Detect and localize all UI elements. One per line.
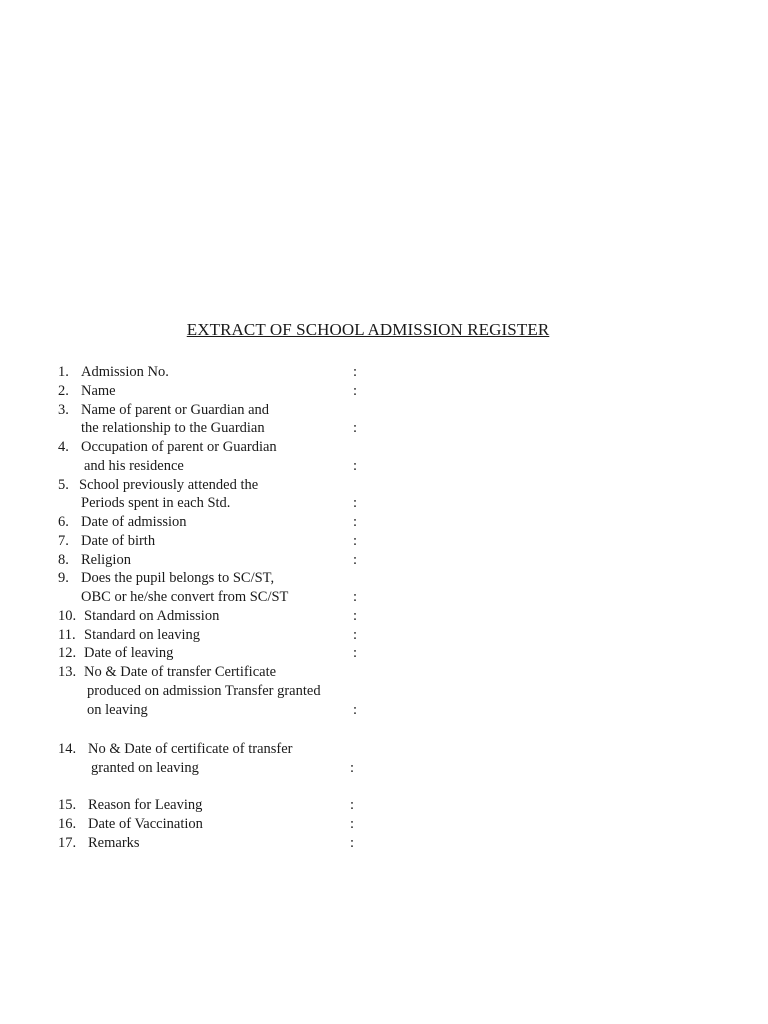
- field-label: Occupation of parent or Guardian: [81, 439, 277, 455]
- field-label: OBC or he/she convert from SC/ST: [81, 589, 289, 605]
- field-line: [0, 457, 768, 476]
- field-line: [0, 759, 768, 778]
- field-line: [0, 663, 768, 682]
- field-label: produced on admission Transfer granted: [87, 682, 321, 699]
- field-line: [0, 701, 768, 720]
- field-number: 11.: [58, 626, 76, 643]
- field-number: 4.: [58, 439, 69, 455]
- field-number: 13.: [58, 664, 77, 680]
- field-label: Periods spent in each Std.: [81, 495, 231, 512]
- field-number: 10.: [58, 607, 77, 624]
- field-line: [0, 626, 768, 645]
- field-label: Standard on Admission: [84, 607, 220, 624]
- field-label: No & Date of transfer Certificate: [84, 664, 277, 680]
- field-line: [0, 815, 768, 834]
- field-separator-colon: :: [353, 514, 358, 530]
- field-separator-colon: :: [353, 551, 358, 568]
- field-line: [0, 682, 768, 701]
- field-separator-colon: :: [353, 626, 358, 643]
- field-separator-colon: :: [353, 364, 358, 380]
- field-number: 14.: [58, 741, 77, 757]
- field-line: [0, 588, 768, 607]
- field-line: [0, 644, 768, 663]
- field-number: 5.: [58, 476, 69, 493]
- field-line: [0, 532, 768, 551]
- field-line: [0, 834, 768, 853]
- field-line: [0, 363, 768, 382]
- field-separator-colon: :: [353, 382, 358, 399]
- field-separator-colon: :: [350, 834, 355, 851]
- field-separator-colon: :: [350, 797, 355, 814]
- field-number: 17.: [58, 834, 77, 851]
- field-separator-colon: :: [353, 532, 358, 549]
- field-number: 15.: [58, 797, 77, 814]
- field-label: on leaving: [87, 701, 148, 718]
- field-number: 1.: [58, 364, 69, 380]
- field-label: Reason for Leaving: [88, 797, 203, 814]
- field-number: 7.: [58, 532, 69, 549]
- field-label: No & Date of certificate of transfer: [88, 741, 293, 757]
- field-line: [0, 551, 768, 570]
- field-label: Date of admission: [81, 514, 187, 530]
- field-label: the relationship to the Guardian: [81, 420, 265, 437]
- field-separator-colon: :: [353, 701, 358, 718]
- field-separator-colon: :: [353, 495, 358, 512]
- field-number: 3.: [58, 401, 69, 418]
- field-number: 8.: [58, 551, 69, 568]
- field-label: Name of parent or Guardian and: [81, 401, 270, 418]
- field-number: 16.: [58, 816, 77, 832]
- field-number: 6.: [58, 514, 69, 530]
- field-label: Name: [81, 382, 116, 399]
- field-line: [0, 569, 768, 588]
- field-label: Religion: [81, 551, 131, 568]
- field-label: Date of leaving: [84, 645, 174, 662]
- field-label: Date of birth: [81, 532, 156, 549]
- field-number: 12.: [58, 645, 77, 662]
- field-line: [0, 438, 768, 457]
- field-separator-colon: :: [353, 457, 358, 474]
- field-separator-colon: :: [350, 759, 355, 776]
- field-label: Date of Vaccination: [88, 816, 203, 832]
- field-separator-colon: :: [353, 607, 358, 624]
- field-line: [0, 513, 768, 532]
- field-line: [0, 382, 768, 401]
- document-title: EXTRACT OF SCHOOL ADMISSION REGISTER: [186, 320, 550, 339]
- field-number: 2.: [58, 382, 69, 399]
- field-line: [0, 476, 768, 495]
- field-label: Remarks: [88, 834, 140, 851]
- field-label: Admission No.: [81, 364, 169, 380]
- field-line: [0, 419, 768, 438]
- field-label: School previously attended the: [79, 476, 259, 493]
- field-separator-colon: :: [353, 645, 358, 662]
- field-label: Standard on leaving: [84, 626, 200, 643]
- field-line: [0, 607, 768, 626]
- field-separator-colon: :: [350, 816, 355, 832]
- field-label: and his residence: [84, 457, 184, 474]
- field-label: granted on leaving: [91, 759, 199, 776]
- field-separator-colon: :: [353, 589, 358, 605]
- field-line: [0, 401, 768, 420]
- field-line: [0, 796, 768, 815]
- field-label: Does the pupil belongs to SC/ST,: [81, 570, 275, 587]
- field-separator-colon: :: [353, 420, 358, 437]
- field-line: [0, 494, 768, 513]
- field-line: [0, 740, 768, 759]
- field-number: 9.: [58, 570, 69, 587]
